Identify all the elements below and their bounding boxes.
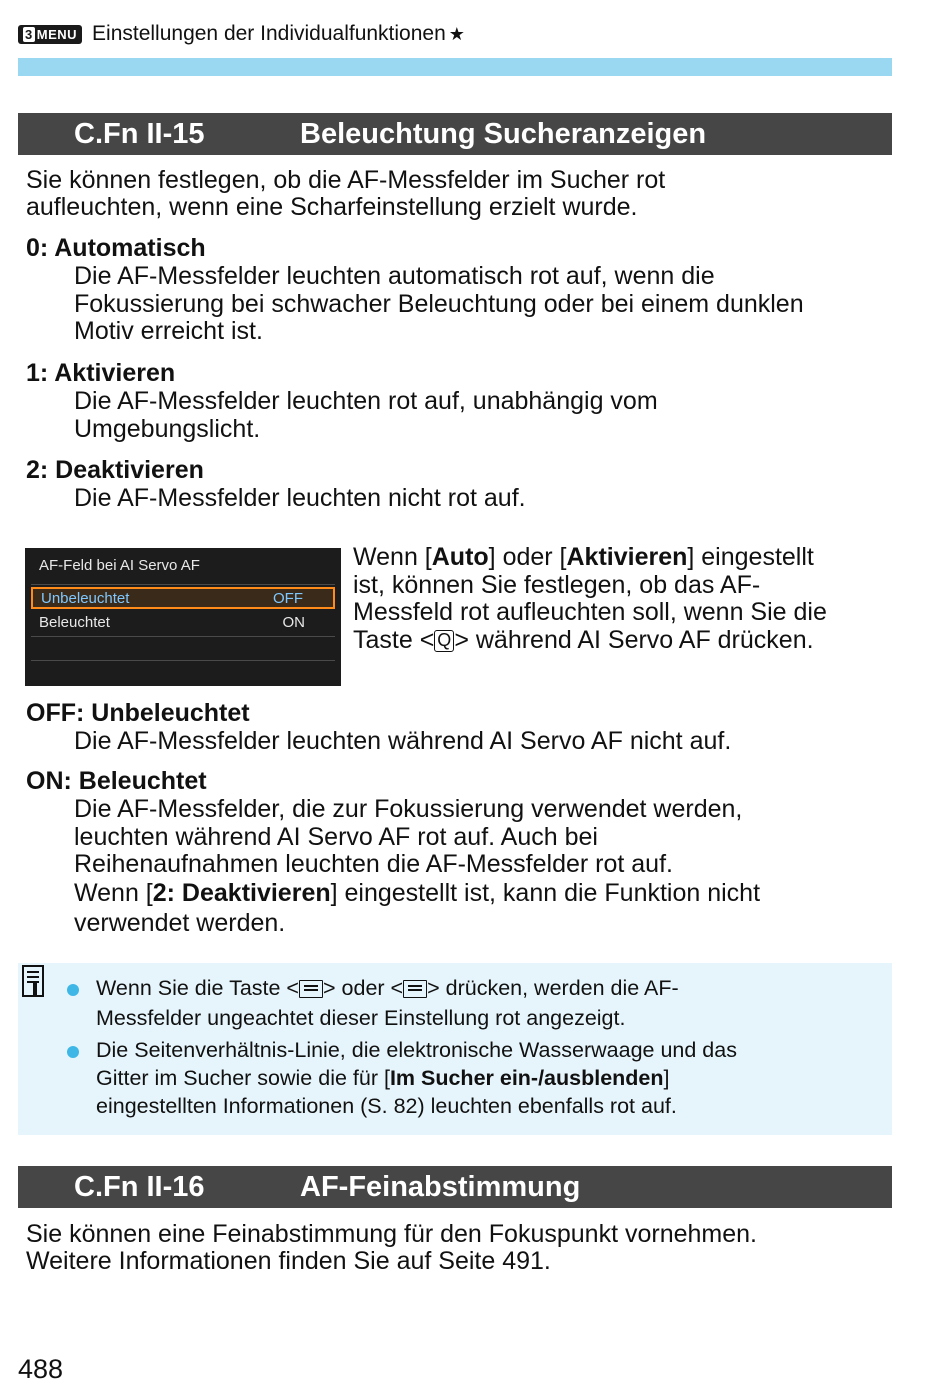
note-item: Wenn Sie die Taste < > oder < > drücken, werden die AF- Messfelder ungeachtet dieser Einstellung rot angezeigt. bbox=[96, 976, 679, 1030]
option-title: 1: Aktivieren bbox=[26, 359, 176, 387]
q-button-icon: Q bbox=[434, 630, 454, 652]
section-title: AF-Feinabstimmung bbox=[300, 1170, 581, 1203]
bullet-icon bbox=[67, 1046, 79, 1058]
section-title: Beleuchtung Sucheranzeigen bbox=[300, 117, 707, 150]
option-description: Die AF-Messfelder leuchten automatisch rot auf, wenn die Fokussierung bei schwacher Beleuchtung oder bei einem dunklen Motiv erreicht ist. bbox=[74, 262, 804, 345]
header-rule bbox=[18, 58, 892, 76]
note-box bbox=[18, 963, 892, 1135]
option-title: 0: Automatisch bbox=[26, 234, 206, 262]
section-heading-cfn-ii-15 bbox=[18, 113, 892, 155]
option-description: Die AF-Messfelder, die zur Fokussierung verwendet werden, leuchten während AI Servo AF rot auf. Auch bei Reihenaufnahmen leuchten die AF-Messfelder rot auf. Wenn [2: Deaktivieren] eingestellt ist, kann die Funktion nicht verwendet werden. bbox=[74, 795, 761, 937]
option-title: ON: Beleuchtet bbox=[26, 767, 207, 795]
screen-option-beleuchtet[interactable]: Beleuchtet ON bbox=[39, 613, 305, 631]
option-title: OFF: Unbeleuchtet bbox=[26, 699, 250, 727]
screen-divider bbox=[31, 636, 335, 637]
screen-option-unbeleuchtet[interactable]: Unbeleuchtet OFF bbox=[31, 587, 335, 609]
option-title: 2: Deaktivieren bbox=[26, 456, 204, 484]
section-heading-cfn-ii-16 bbox=[18, 1166, 892, 1208]
info-button-icon bbox=[299, 980, 323, 998]
screen-description: Wenn [Auto] oder [Aktivieren] eingestellt ist, können Sie festlegen, ob das AF- Messfeld rot aufleuchten soll, wenn Sie die Taste < Q > während AI Servo AF drücken. bbox=[353, 543, 827, 654]
screen-divider bbox=[31, 584, 335, 585]
page-header bbox=[18, 20, 465, 48]
section2-text: Sie können eine Feinabstimmung für den Fokuspunkt vornehmen. Weitere Informationen finden Sie auf Seite 491. bbox=[26, 1220, 757, 1275]
camera-menu-screen bbox=[25, 548, 341, 686]
note-icon bbox=[22, 965, 44, 997]
screen-divider bbox=[31, 660, 335, 661]
header-title: Einstellungen der Individualfunktionen bbox=[92, 22, 446, 45]
option-description: Die AF-Messfelder leuchten während AI Servo AF nicht auf. bbox=[74, 727, 732, 755]
option-description: Die AF-Messfelder leuchten rot auf, unabhängig vom Umgebungslicht. bbox=[74, 387, 658, 443]
intro-text: Sie können festlegen, ob die AF-Messfelder im Sucher rot aufleuchten, wenn eine Scharfeinstellung erzielt wurde. bbox=[26, 166, 666, 221]
section-code: C.Fn II-15 bbox=[74, 117, 205, 150]
note-item: Die Seitenverhältnis-Linie, die elektronische Wasserwaage und das Gitter im Sucher sowie die für [Im Sucher ein-/ausblenden] eingestellten Informationen (S. 82) leuchten ebenfalls rot auf. bbox=[96, 1038, 737, 1118]
section-code: C.Fn II-16 bbox=[74, 1170, 205, 1203]
lcd-panel-illumination-button-icon bbox=[403, 980, 427, 998]
page-number: 488 bbox=[18, 1354, 64, 1384]
screen-title: AF-Feld bei AI Servo AF bbox=[39, 557, 200, 574]
bullet-icon bbox=[67, 984, 79, 996]
menu-badge: 3 MENU bbox=[18, 25, 82, 44]
star-icon: ★ bbox=[448, 23, 465, 44]
option-description: Die AF-Messfelder leuchten nicht rot auf. bbox=[74, 484, 526, 512]
